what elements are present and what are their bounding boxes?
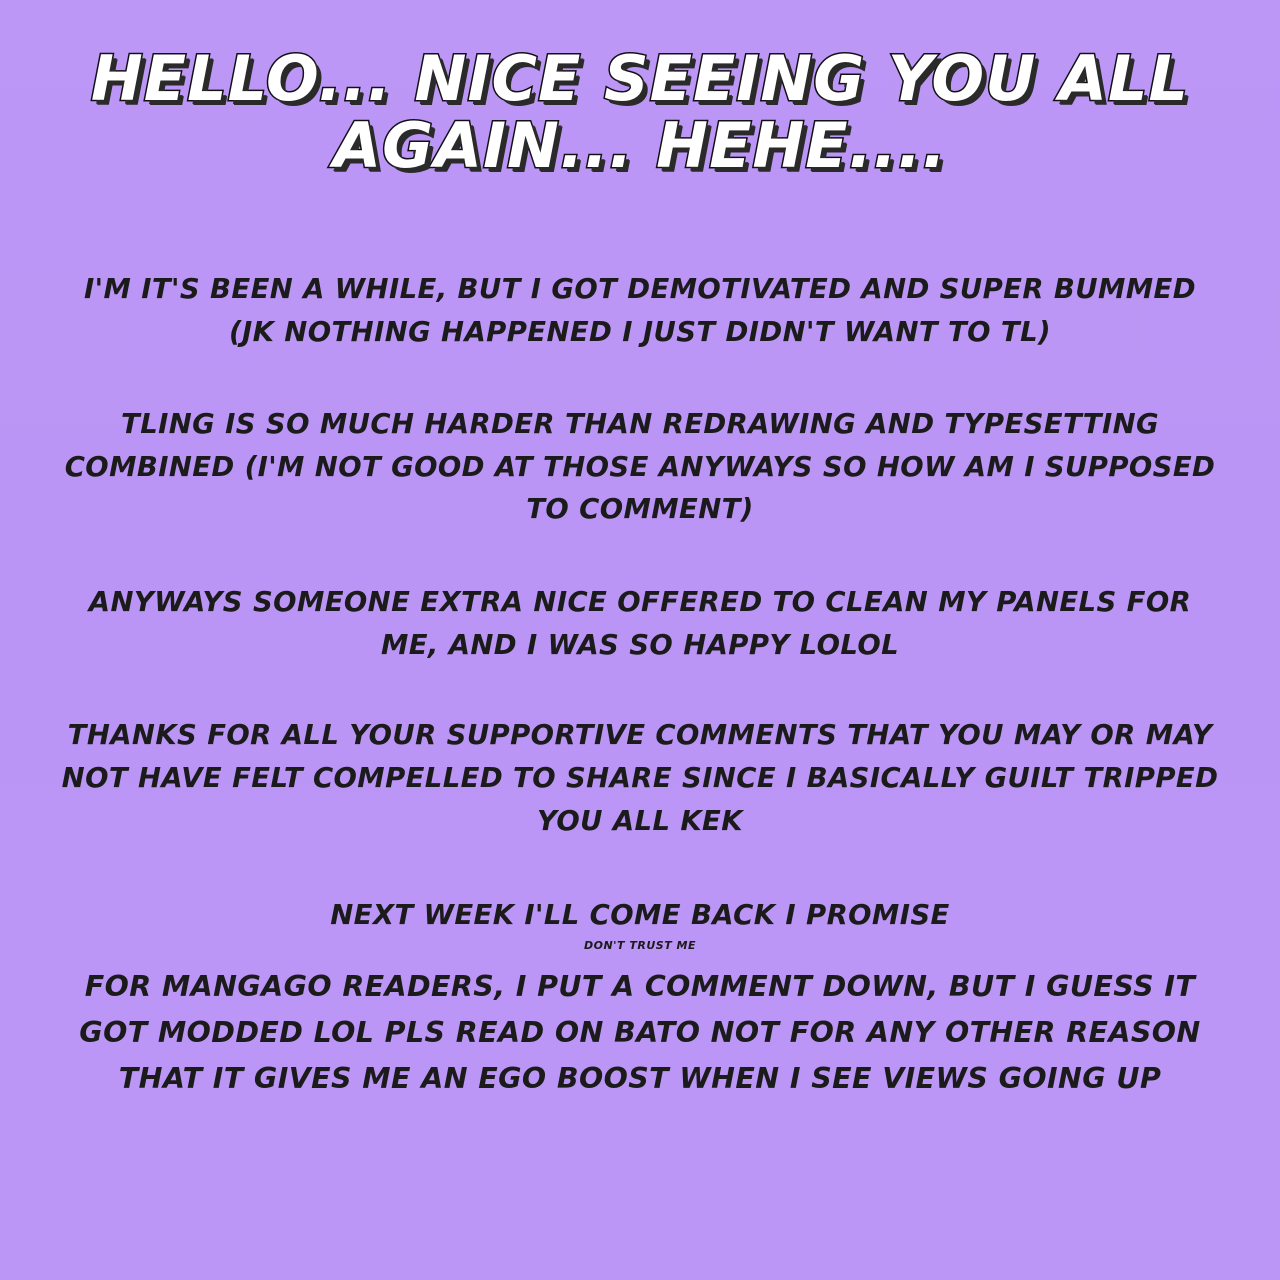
disclaimer-note: DON'T TRUST ME — [583, 938, 696, 952]
paragraph-cleaner-thanks: ANYWAYS SOMEONE EXTRA NICE OFFERED TO CLEAN MY PANELS FOR ME, AND I WAS SO HAPPY LOLOL — [88, 586, 1192, 661]
paragraph-mangago: FOR MANGAGO READERS, I PUT A COMMENT DOWN, BUT I GUESS IT GOT MODDED LOL PLS READ ON BATO NOT FOR ANY OTHER REASON THAT IT GIVES ME AN EGO BOOST WHEN I SEE VIEWS GOING UP — [79, 969, 1201, 1096]
paragraph-tling: TLING IS SO MUCH HARDER THAN REDRAWING AND TYPESETTING COMBINED (I'M NOT GOOD AT THOSE ANYWAYS SO HOW AM I SUPPOSED TO COMMENT) — [64, 408, 1216, 526]
page-title: HELLO... NICE SEEING YOU ALL AGAIN... HEHE.... — [90, 42, 1190, 182]
paragraph-intro: I'M IT'S BEEN A WHILE, BUT I GOT DEMOTIVATED AND SUPER BUMMED (JK NOTHING HAPPENED I JUST DIDN'T WANT TO TL) — [84, 272, 1196, 348]
paragraph-next-week: NEXT WEEK I'LL COME BACK I PROMISE — [330, 899, 950, 932]
paragraph-comment-thanks: THANKS FOR ALL YOUR SUPPORTIVE COMMENTS THAT YOU MAY OR MAY NOT HAVE FELT COMPELLED TO SHARE SINCE I BASICALLY GUILT TRIPPED YOU ALL KEK — [61, 719, 1219, 837]
